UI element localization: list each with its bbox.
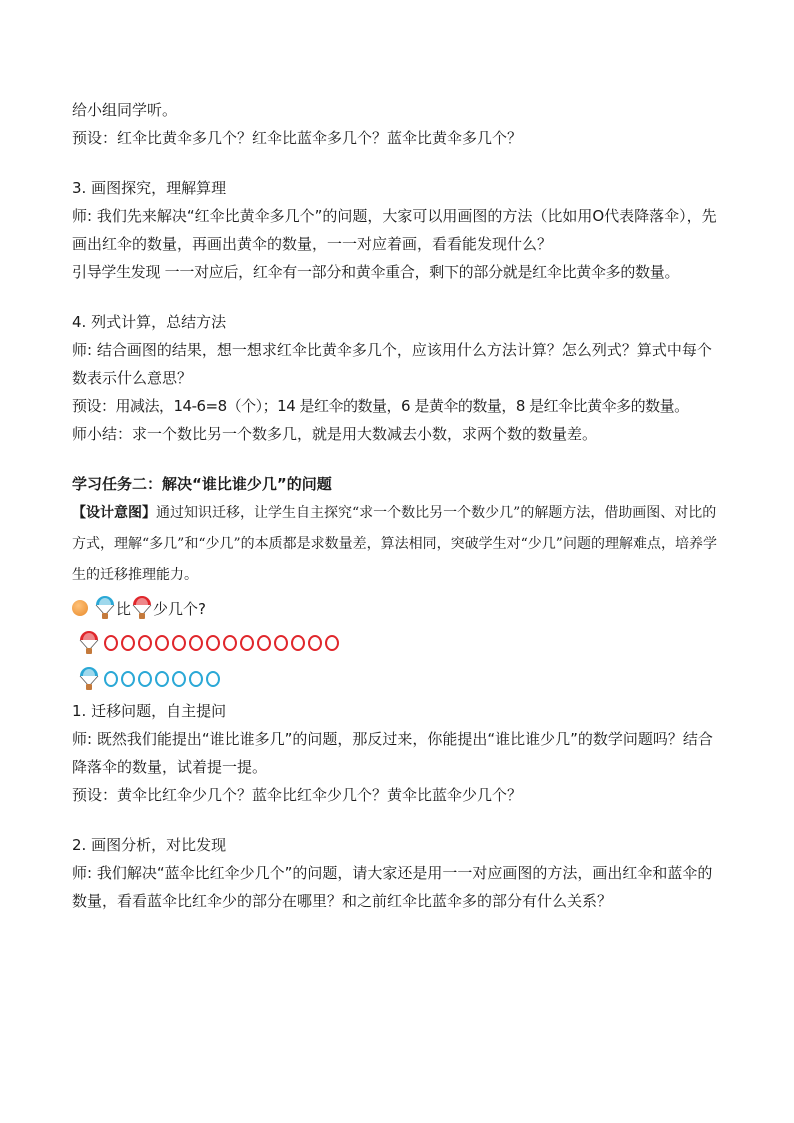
red-circle xyxy=(274,635,288,651)
question-shao: 少几个? xyxy=(153,599,206,618)
red-circle xyxy=(138,635,152,651)
blue-circle xyxy=(189,671,203,687)
red-circle xyxy=(155,635,169,651)
blue-circle xyxy=(121,671,135,687)
sun-icon xyxy=(72,600,88,616)
paragraph: 预设：红伞比黄伞多几个？红伞比蓝伞多几个？蓝伞比黄伞多几个？ xyxy=(72,129,523,147)
red-circle xyxy=(325,635,339,651)
paragraph: 给小组同学听。 xyxy=(72,101,178,119)
design-intent xyxy=(72,498,724,591)
section-title: 4. 列式计算，总结方法 xyxy=(72,313,227,331)
blue-circle xyxy=(138,671,152,687)
paragraph: 预设：黄伞比红伞少几个？蓝伞比红伞少几个？黄伞比蓝伞少几个？ xyxy=(72,786,523,804)
red-circle xyxy=(257,635,271,651)
red-circle xyxy=(240,635,254,651)
question-bi: 比 xyxy=(116,599,132,618)
section-title: 3. 画图探究，理解算理 xyxy=(72,179,227,197)
design-intent-text: 通过知识迁移，让学生自主探究“求一个数比另一个数少几”的解题方法，借助画图、对比的方式，理解“多几”和“少几”的本质都是求数量差，算法相同，突破学生对“少几”问题的理解难点，培养学生的迁移推理能力。 xyxy=(72,505,717,583)
paragraph: 师: 既然我们能提出“谁比谁多几”的问题，那反过来，你能提出“谁比谁少几”的数学问题吗？结合降落伞的数量，试着提一提。 xyxy=(72,730,713,776)
document-page xyxy=(72,96,724,915)
red-circle xyxy=(308,635,322,651)
paragraph: 师小结：求一个数比另一个数多几，就是用大数减去小数，求两个数的数量差。 xyxy=(72,425,598,443)
red-circle xyxy=(291,635,305,651)
paragraph: 预设：用减法，14-6=8（个）；14 是红伞的数量，6 是黄伞的数量，8 是红伞比黄伞多的数量。 xyxy=(72,397,689,415)
blue-circle xyxy=(172,671,186,687)
question-row xyxy=(72,591,724,625)
task-heading: 学习任务二：解决“谁比谁少几”的问题 xyxy=(72,475,332,493)
red-circle xyxy=(223,635,237,651)
section-title: 2. 画图分析，对比发现 xyxy=(72,836,227,854)
blue-parachute-icon xyxy=(94,595,116,621)
blue-parachute-icon xyxy=(78,666,100,692)
blue-circle xyxy=(155,671,169,687)
red-circle xyxy=(104,635,118,651)
blue-circle xyxy=(206,671,220,687)
red-parachute-icon xyxy=(131,595,153,621)
paragraph: 师: 我们解决“蓝伞比红伞少几个”的问题，请大家还是用一一对应画图的方法，画出红伞和蓝伞的数量，看看蓝伞比红伞少的部分在哪里？和之前红伞比蓝伞多的部分有什么关系？ xyxy=(72,864,713,910)
red-circle xyxy=(206,635,220,651)
blue-parachute-row xyxy=(78,661,724,697)
paragraph: 师: 结合画图的结果，想一想求红伞比黄伞多几个，应该用什么方法计算？怎么列式？算式中每个数表示什么意思？ xyxy=(72,341,712,387)
red-circle xyxy=(189,635,203,651)
red-parachute-row xyxy=(78,625,724,661)
red-circle-list xyxy=(104,635,342,651)
paragraph: 引导学生发现 一一对应后，红伞有一部分和黄伞重合，剩下的部分就是红伞比黄伞多的数量。 xyxy=(72,263,680,281)
design-intent-tag: 【设计意图】 xyxy=(72,505,156,521)
red-circle xyxy=(121,635,135,651)
red-parachute-icon xyxy=(78,630,100,656)
blue-circle-list xyxy=(104,671,223,687)
blue-circle xyxy=(104,671,118,687)
section-title: 1. 迁移问题，自主提问 xyxy=(72,702,227,720)
red-circle xyxy=(172,635,186,651)
paragraph: 师: 我们先来解决“红伞比黄伞多几个”的问题，大家可以用画图的方法（比如用O代表降落伞），先画出红伞的数量，再画出黄伞的数量，一一对应着画，看看能发现什么？ xyxy=(72,207,717,253)
